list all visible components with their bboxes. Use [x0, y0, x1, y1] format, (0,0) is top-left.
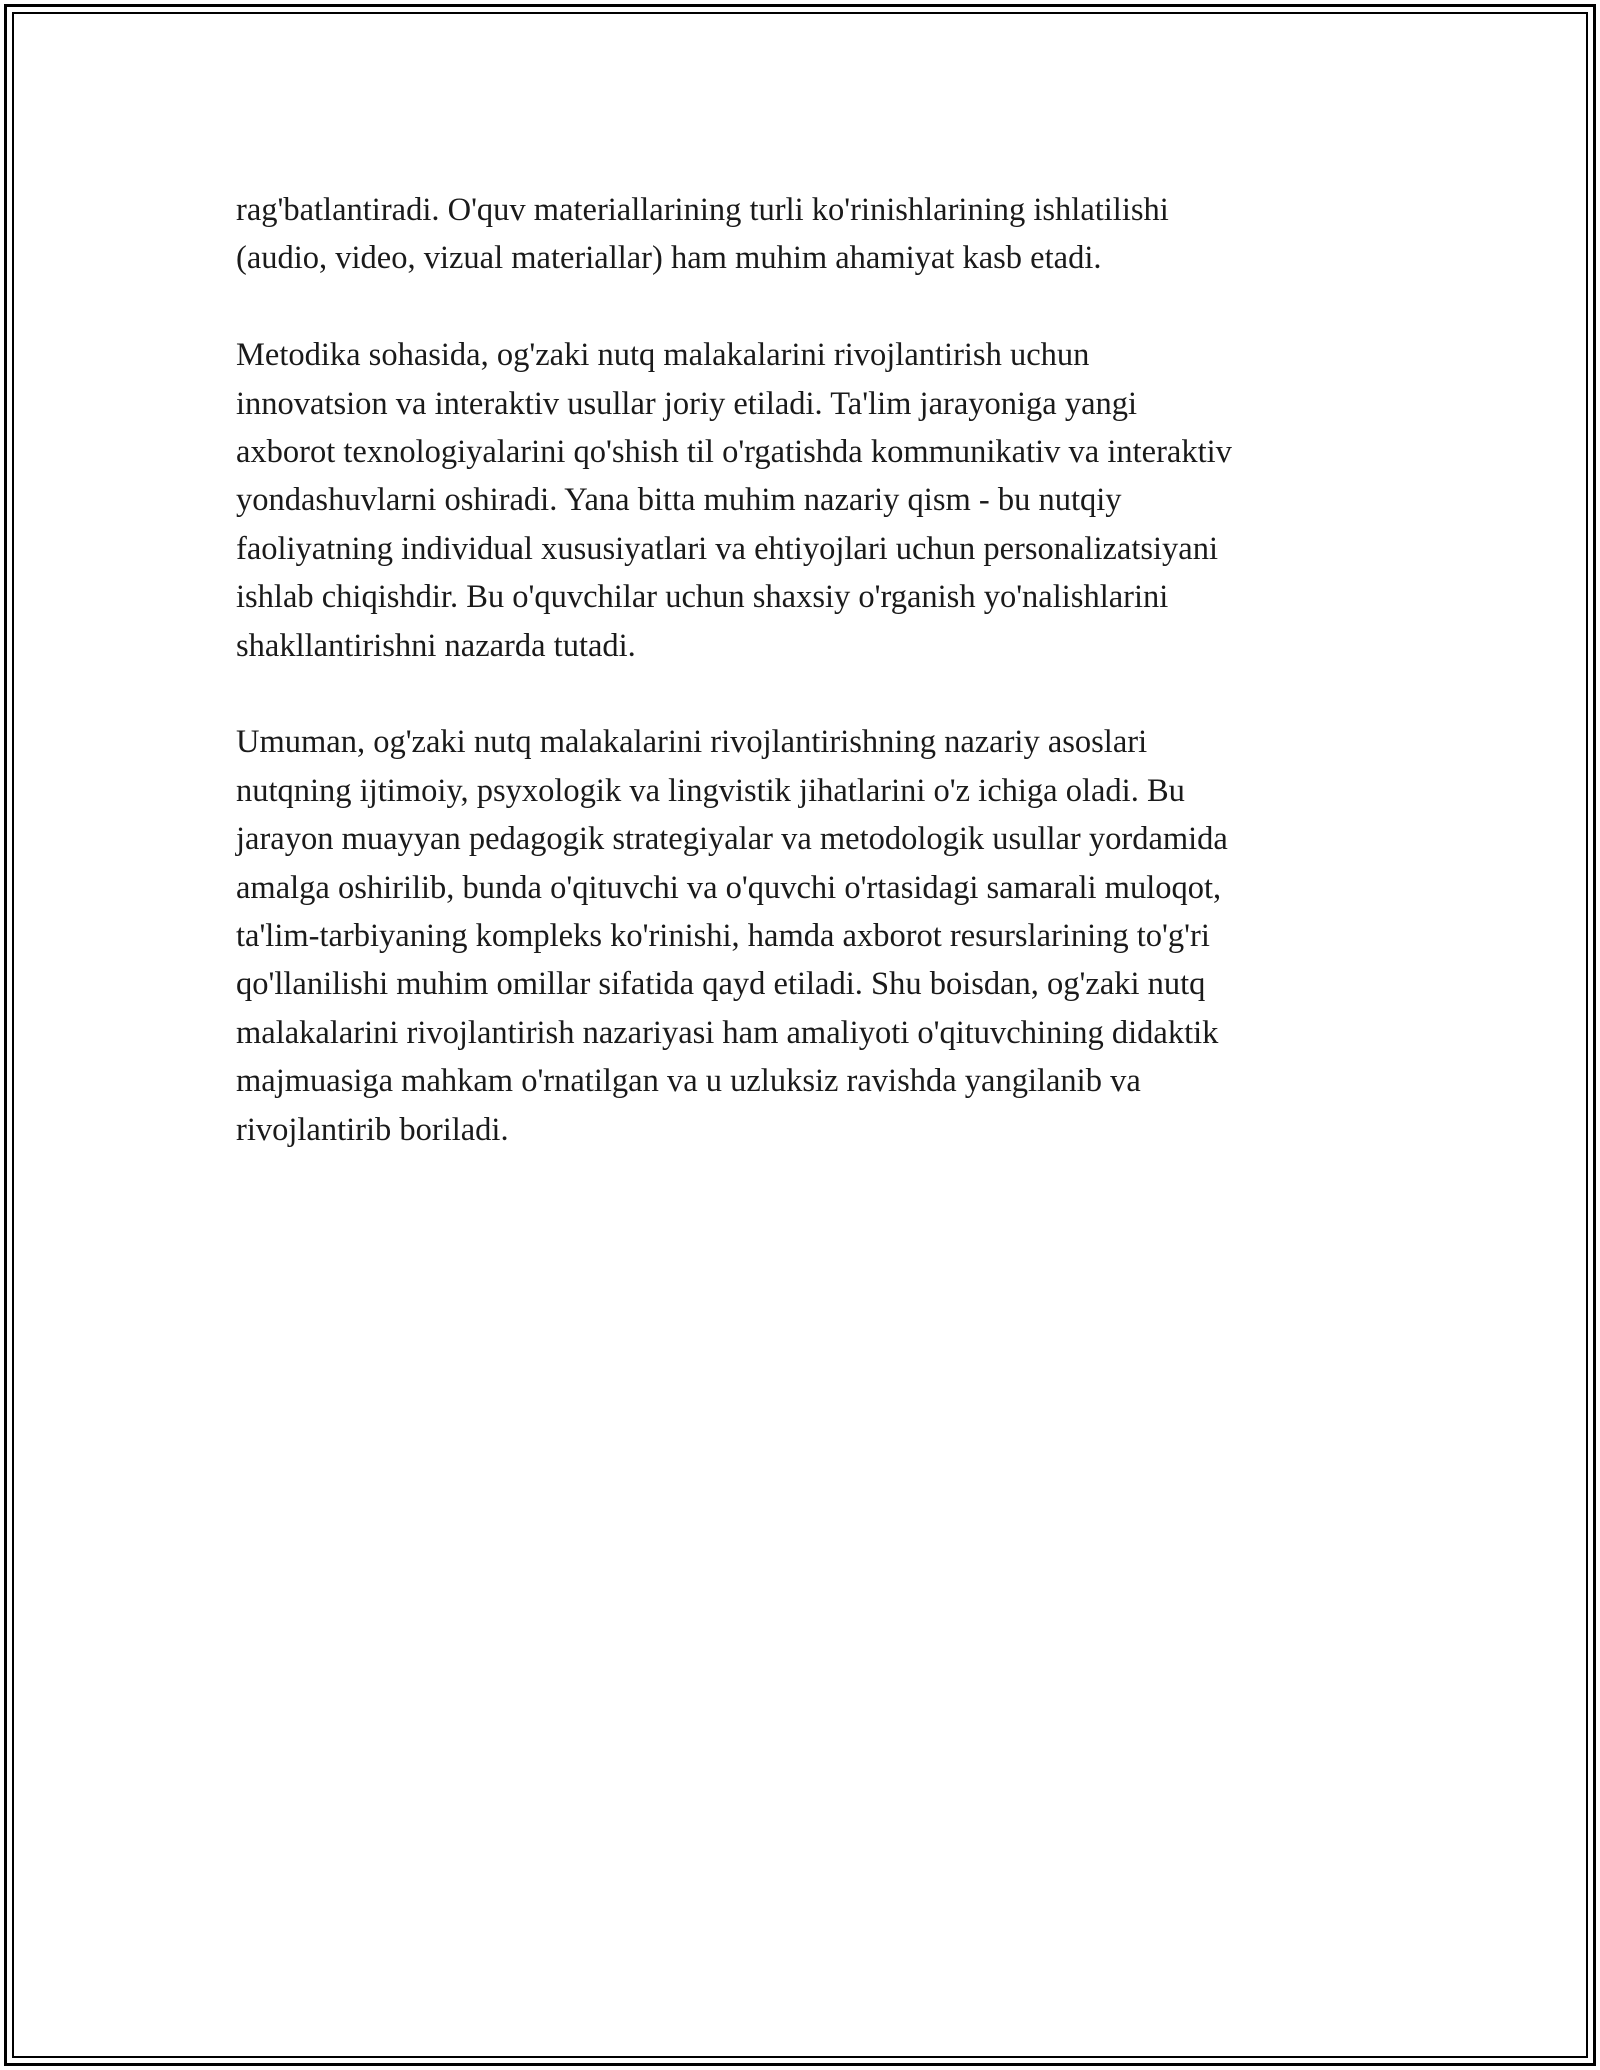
text-line: yondashuvlarni oshiradi. Yana bitta muhim nazariy qism - bu nutqiy [236, 482, 1122, 519]
text-line: axborot texnologiyalarini qo'shish til o'rgatishda kommunikativ va interaktiv [236, 434, 1232, 471]
text-line: malakalarini rivojlantirish nazariyasi ham amaliyoti o'qituvchining didaktik [236, 1014, 1219, 1051]
text-line: shakllantirishni nazarda tutadi. [236, 627, 636, 664]
text-line: ta'lim-tarbiyaning kompleks ko'rinishi, hamda axborot resurslarining to'g'ri [236, 918, 1210, 955]
text-line: faoliyatning individual xususiyatlari va ehtiyojlari uchun personalizatsiyani [236, 530, 1218, 567]
text-line: qo'llanilishi muhim omillar sifatida qayd etiladi. Shu boisdan, og'zaki nutq [236, 966, 1206, 1003]
text-line: innovatsion va interaktiv usullar joriy etiladi. Ta'lim jarayoniga yangi [236, 385, 1138, 422]
text-line: amalga oshirilib, bunda o'qituvchi va o'quvchi o'rtasidagi samarali muloqot, [236, 869, 1222, 906]
document-body [236, 186, 1366, 1202]
text-line: jarayon muayyan pedagogik strategiyalar va metodologik usullar yordamida [236, 821, 1228, 858]
text-line: ishlab chiqishdir. Bu o'quvchilar uchun shaxsiy o'rganish yo'nalishlarini [236, 579, 1169, 616]
text-line: (audio, video, vizual materiallar) ham muhim ahamiyat kasb etadi. [236, 240, 1102, 277]
text-line: Metodika sohasida, og'zaki nutq malakalarini rivojlantirish uchun [236, 337, 1090, 374]
paragraph [236, 331, 1366, 670]
paragraph [236, 718, 1366, 1154]
paragraph [236, 186, 1366, 283]
text-line: rivojlantirib boriladi. [236, 1111, 509, 1148]
text-line: rag'batlantiradi. O'quv materiallarining turli ko'rinishlarining ishlatilishi [236, 192, 1169, 228]
text-line: nutqning ijtimoiy, psyxologik va lingvistik jihatlarini o'z ichiga oladi. Bu [236, 772, 1185, 809]
text-line: Umuman, og'zaki nutq malakalarini rivojlantirishning nazariy asoslari [236, 724, 1148, 761]
text-line: majmuasiga mahkam o'rnatilgan va u uzluksiz ravishda yangilanib va [236, 1063, 1141, 1100]
